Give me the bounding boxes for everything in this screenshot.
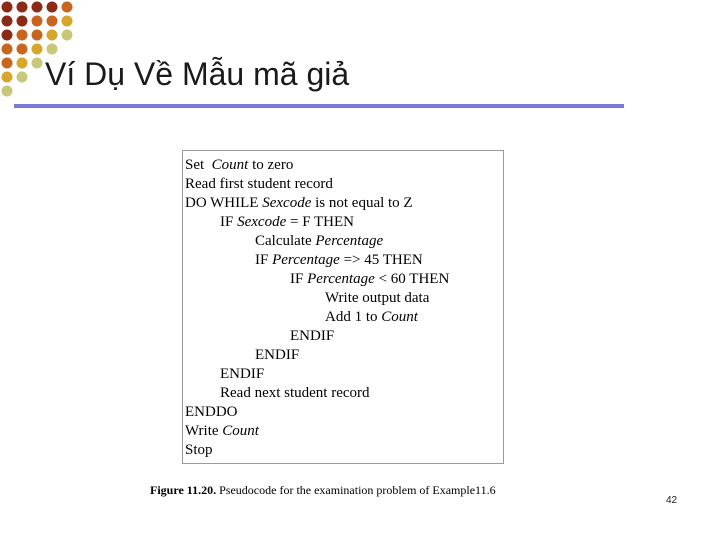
pseudocode-text: Calculate [255, 233, 316, 249]
pseudocode-text: ENDIF [220, 366, 265, 382]
pseudocode-line [290, 327, 334, 346]
pseudocode-line [220, 365, 264, 384]
decorative-dot [17, 16, 28, 27]
pseudocode-line [185, 194, 413, 213]
decorative-dot [47, 16, 58, 27]
pseudocode-text: ENDDO [185, 404, 238, 420]
pseudocode-line [290, 270, 449, 289]
decorative-dot [17, 58, 28, 69]
decorative-dot [17, 30, 28, 41]
pseudocode-text: Write [185, 423, 223, 439]
pseudocode-text: IF [220, 214, 238, 230]
decorative-dot [47, 44, 58, 55]
pseudocode-text: is not equal to Z [311, 195, 413, 211]
decorative-dot [2, 16, 13, 27]
pseudocode-variable: Percentage [315, 233, 384, 249]
title-underline [14, 104, 624, 108]
page-number: 42 [666, 495, 678, 506]
pseudocode-line [255, 232, 383, 251]
caption-label: Figure 11.20. [150, 483, 217, 497]
caption-text: Pseudocode for the examination problem of Example11.6 [216, 483, 496, 497]
pseudocode-text: Stop [185, 442, 213, 458]
pseudocode-line [255, 251, 423, 270]
slide-title: Ví Dụ Về Mẫu mã giả [45, 56, 350, 92]
pseudocode-variable: Percentage [272, 252, 340, 268]
pseudocode-text: => 45 THEN [339, 252, 423, 268]
decorative-dot [32, 2, 43, 13]
decorative-dot [2, 44, 13, 55]
decorative-dot [2, 2, 13, 13]
pseudocode-text: Set [185, 157, 212, 173]
pseudocode-line [185, 422, 259, 441]
pseudocode-variable: Percentage [307, 271, 375, 287]
pseudocode-text: DO WHILE [185, 195, 263, 211]
decorative-dot [2, 86, 13, 97]
pseudocode-text: to zero [248, 157, 294, 173]
pseudocode-line [185, 156, 293, 175]
decorative-dot [2, 30, 13, 41]
pseudocode-line [220, 213, 354, 232]
decorative-dot [47, 30, 58, 41]
pseudocode-line [185, 175, 333, 194]
decorative-dot [17, 2, 28, 13]
pseudocode-text: IF [290, 271, 308, 287]
pseudocode-text: Read next student record [220, 385, 370, 401]
pseudocode-variable: Sexcode [262, 195, 312, 211]
pseudocode-variable: Count [222, 423, 259, 439]
pseudocode-text: Add 1 to [325, 309, 382, 325]
decorative-dot [62, 30, 73, 41]
decorative-dot [2, 58, 13, 69]
pseudocode-text: Write output data [325, 290, 430, 306]
pseudocode-text: ENDIF [255, 347, 300, 363]
decorative-dot [32, 30, 43, 41]
pseudocode-text: ENDIF [290, 328, 335, 344]
pseudocode-variable: Count [211, 157, 249, 173]
decorative-dot [17, 44, 28, 55]
decorative-dot [62, 2, 73, 13]
decorative-dot [62, 16, 73, 27]
pseudocode-line [325, 289, 429, 308]
decorative-dot [2, 72, 13, 83]
pseudocode-text: = F THEN [286, 214, 355, 230]
pseudocode-text: IF [255, 252, 273, 268]
pseudocode-variable: Count [381, 309, 418, 325]
decorative-dot [32, 16, 43, 27]
decorative-dot [47, 2, 58, 13]
pseudocode-variable: Sexcode [237, 214, 287, 230]
decorative-dot [32, 58, 43, 69]
pseudocode-text: < 60 THEN [374, 271, 450, 287]
pseudocode-line [220, 384, 370, 403]
pseudocode-line [185, 403, 238, 422]
pseudocode-line [255, 346, 299, 365]
decorative-dot [17, 72, 28, 83]
figure-caption [150, 483, 496, 498]
pseudocode-text: Read first student record [185, 176, 333, 192]
pseudocode-line [185, 441, 213, 460]
pseudocode-line [325, 308, 418, 327]
decorative-dot [32, 44, 43, 55]
